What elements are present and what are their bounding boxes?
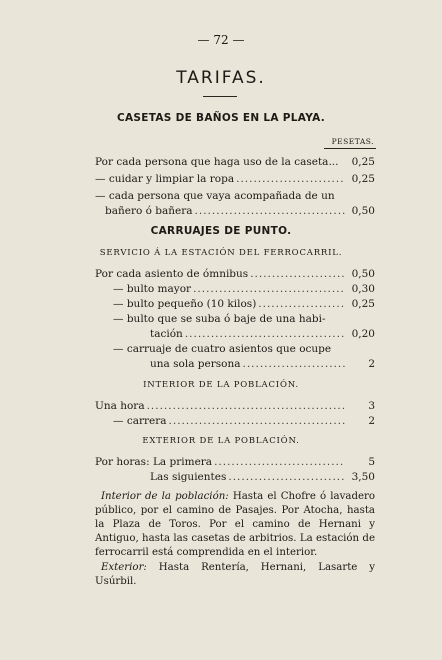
leader-dots: [193, 282, 345, 297]
tariff-value: 0,50: [351, 268, 375, 280]
leader-dots: [195, 204, 345, 219]
tariff-row: [95, 189, 375, 204]
exterior-note: [95, 561, 375, 589]
page-title: TARIFAS.: [176, 68, 266, 88]
leader-dots: [185, 327, 345, 342]
tariff-label: — carruaje de cuatro asientos que ocupe: [113, 343, 332, 355]
interior-heading: INTERIOR DE LA POBLACIÓN.: [143, 380, 299, 390]
interior-note-label: Interior de la población:: [101, 491, 229, 502]
tariff-row: [95, 297, 375, 312]
tariff-row: [95, 399, 375, 414]
tariff-label: — bulto pequeño (10 kilos): [113, 298, 257, 310]
tariff-value: 2: [368, 358, 375, 370]
tariff-label: bañero ó bañera: [105, 205, 193, 217]
tariff-row: [95, 455, 375, 470]
tariff-label: Por horas: La primera: [95, 456, 213, 468]
tariff-value: 0,20: [351, 328, 375, 340]
casetas-heading: CASETAS DE BAÑOS EN LA PLAYA.: [116, 112, 326, 124]
tariff-row: [95, 204, 375, 219]
tariff-value: 3,50: [351, 471, 375, 483]
tariff-row: [95, 357, 375, 372]
leader-dots: [242, 357, 345, 372]
leader-dots: [169, 414, 345, 429]
exterior-note-text: Hasta Rentería, Hernani, Lasarte y Usúrbil.: [95, 562, 375, 587]
leader-dots: [250, 267, 345, 282]
tariff-value: 0,25: [351, 156, 375, 168]
tariff-value: 0,50: [351, 205, 375, 217]
tariff-row: [95, 155, 375, 170]
leader-dots: [214, 455, 345, 470]
tariff-row: [95, 470, 375, 485]
page-number: — 72 —: [197, 33, 245, 47]
tariff-row: [95, 414, 375, 429]
leader-dots: [258, 297, 345, 312]
tariff-label: — cuidar y limpiar la ropa: [95, 173, 235, 185]
tariff-row: [95, 267, 375, 282]
tariff-label: Una hora: [95, 400, 145, 412]
exterior-heading: EXTERIOR DE LA POBLACIÓN.: [142, 436, 300, 446]
tariff-value: 3: [368, 400, 375, 412]
tariff-label: — cada persona que vaya acompañada de un: [95, 190, 335, 202]
tariff-row: [95, 312, 375, 327]
tariff-value: 2: [368, 415, 375, 427]
interior-note-text: Hasta el Chofre ó lavadero público, por el camino de Pasajes. Por Atocha, hasta la Plaza de Toros. Por el camino de Hernani y Antiguo, hasta las casetas de arbitrios. La estación de ferrocarril está comprendida en el interior.: [95, 491, 375, 558]
tariff-row: [95, 342, 375, 357]
leader-dots: [236, 172, 345, 187]
tariff-row: [95, 282, 375, 297]
carruajes-heading: CARRUAJES DE PUNTO.: [150, 225, 292, 237]
tariff-label: — bulto mayor: [113, 283, 192, 295]
tariff-value: 0,30: [351, 283, 375, 295]
exterior-note-label: Exterior:: [101, 562, 147, 573]
tariff-label: Las siguientes: [150, 471, 227, 483]
tariff-label: Por cada persona que haga uso de la caseta...: [95, 156, 339, 168]
unit-rule: [324, 148, 376, 149]
tariff-value: 0,25: [351, 173, 375, 185]
tariff-label: una sola persona: [150, 358, 241, 370]
interior-note: [95, 490, 375, 560]
tariff-label: — bulto que se suba ó baje de una habi-: [113, 313, 326, 325]
tariff-value: 0,25: [351, 298, 375, 310]
tariff-row: [95, 172, 375, 187]
leader-dots: [147, 399, 345, 414]
tariff-value: 5: [368, 456, 375, 468]
tariff-label: tación: [150, 328, 183, 340]
estacion-heading: SERVICIO Á LA ESTACIÓN DEL FERROCARRIL.: [99, 248, 343, 258]
tariff-label: — carrera: [113, 415, 167, 427]
title-rule: [203, 96, 237, 97]
leader-dots: [228, 470, 345, 485]
tariff-row: [95, 327, 375, 342]
unit-label: PESETAS.: [331, 137, 374, 146]
tariff-label: Por cada asiento de ómnibus: [95, 268, 249, 280]
